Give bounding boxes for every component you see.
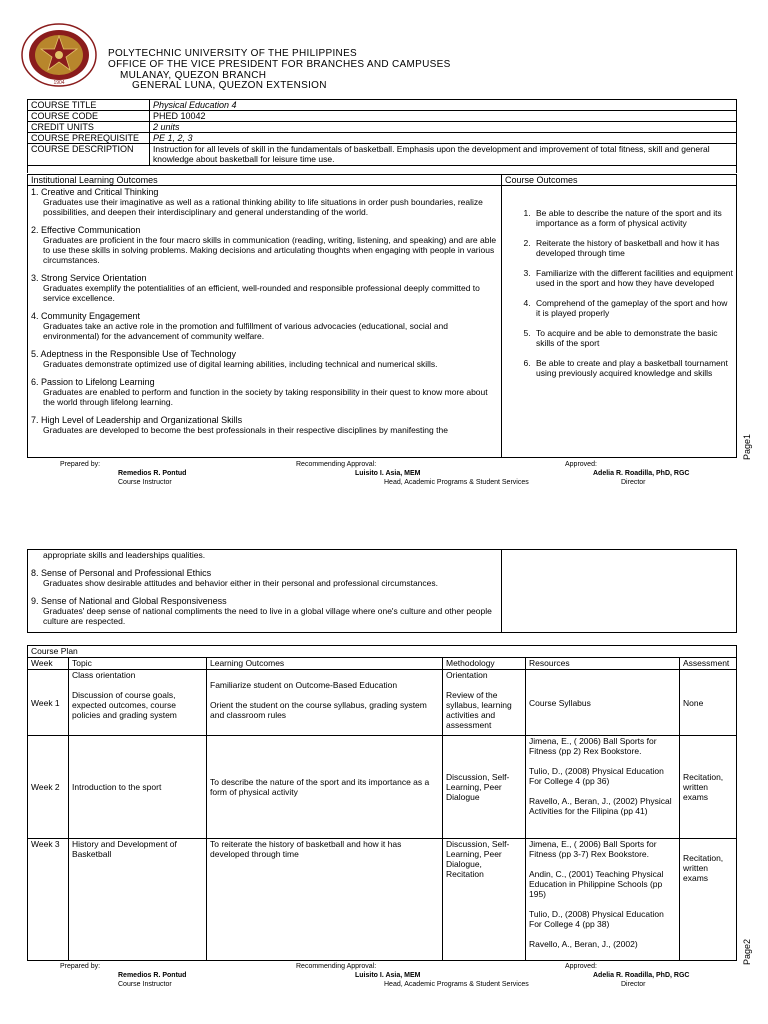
- week-cell: Week 2: [28, 736, 69, 839]
- col-header-week: Week: [28, 658, 69, 670]
- description-value: Instruction for all levels of skill in the fundamentals of basketball. Emphasis upon the development and improvement of total fitness, skill and general knowledge about basketball for leisure time use.: [150, 144, 737, 166]
- recommending-title: Head, Academic Programs & Student Services: [384, 479, 529, 486]
- col-header-assessment: Assessment: [680, 658, 737, 670]
- ilo-item: 6. Passion to Lifelong Learning Graduates are enabled to perform and function in the society by taking responsibility in their quest to know more about the world through lifelong learning.: [31, 377, 488, 407]
- prepared-by-title: Course Instructor: [118, 981, 172, 988]
- assessment-cell: Recitation, written exams: [680, 736, 737, 839]
- ilo-item: 2. Effective Communication Graduates are proficient in the four macro skills in communication (reading, writing, listening, and speaking) and are able to use these skills in solving problems. Making decisions and articulating thoughts when engaging with people in various circumstances.: [31, 225, 497, 265]
- outcomes-cell: To reiterate the history of basketball and how it has developed through time: [207, 839, 443, 961]
- empty-co-cell: [502, 550, 737, 633]
- prepared-by-name: Remedios R. Pontud: [118, 470, 187, 477]
- recommending-title: Head, Academic Programs & Student Services: [384, 981, 529, 988]
- branch-name: MULANAY, QUEZON BRANCH: [120, 70, 267, 81]
- course-outcome-item: 2. Reiterate the history of basketball and how it has developed through time: [533, 238, 733, 258]
- assessment-cell: None: [680, 670, 737, 736]
- prepared-by-name: Remedios R. Pontud: [118, 972, 187, 979]
- resources-cell: Jimena, E., ( 2006) Ball Sports for Fitness (pp 2) Rex Bookstore. Tulio, D., (2008) Physical Education For College 4 (pp 36) Ravello, A., Beran, J., (2002) Physical Activities for the Filipina (pp 41): [526, 736, 680, 839]
- seal-year: 1904: [53, 80, 65, 86]
- outcomes-cell: To describe the nature of the sport and its importance as a form of physical activity: [207, 736, 443, 839]
- week-cell: Week 1: [28, 670, 69, 736]
- course-plan-title: Course Plan: [28, 646, 737, 658]
- course-outcomes-list: [505, 208, 733, 378]
- description-row: [28, 144, 737, 166]
- approved-title: Director: [621, 479, 646, 486]
- course-title-row: [28, 100, 737, 111]
- course-outcome-item: 6. Be able to create and play a basketball tournament using previously acquired knowledge and skills: [533, 358, 733, 378]
- topic-cell: Class orientation Discussion of course goals, expected outcomes, course policies and grading system: [69, 670, 207, 736]
- ilo-item: appropriate skills and leaderships qualities.: [43, 550, 206, 560]
- ilo-item: 3. Strong Service Orientation Graduates exemplify the potentialities of an efficient, well-rounded and responsible professional deeply committed to service excellence.: [31, 273, 480, 303]
- table-row: [28, 736, 737, 839]
- course-outcome-item: 4. Comprehend of the gameplay of the sport and how it is played properly: [533, 298, 733, 318]
- course-outcome-item: 1. Be able to describe the nature of the sport and its importance as a form of physical activity: [533, 208, 733, 228]
- course-code-row: [28, 111, 737, 122]
- prerequisite-row: [28, 133, 737, 144]
- ilo-item: 9. Sense of National and Global Responsiveness Graduates' deep sense of national compliments the need to live in a global village where one's culture and other people culture are respected.: [31, 596, 492, 626]
- col-header-topic: Topic: [69, 658, 207, 670]
- page-number-2: Page2: [742, 938, 752, 965]
- recommending-label: Recommending Approval:: [296, 461, 377, 468]
- prerequisite-label: COURSE PREREQUISITE: [28, 133, 150, 144]
- col-header-resources: Resources: [526, 658, 680, 670]
- approved-label: Approved:: [565, 461, 597, 468]
- extension-name: GENERAL LUNA, QUEZON EXTENSION: [132, 80, 327, 91]
- ilo-item: 7. High Level of Leadership and Organizational Skills Graduates are developed to become the best professionals in their respective disciplines by manifesting the: [31, 415, 448, 435]
- ilo-header: Institutional Learning Outcomes: [28, 175, 502, 186]
- table-row: [28, 839, 737, 961]
- spacer-row: [28, 166, 737, 174]
- approved-name: Adelia R. Roadilla, PhD, RGC: [593, 972, 690, 979]
- resources-cell: Jimena, E., ( 2006) Ball Sports for Fitness (pp 3-7) Rex Bookstore. Andin, C., (2001) Teaching Physical Education in Philippine Schools (pp 195) Tulio, D., (2008) Physical Education For College 4 (pp 38) Ravello, A., Beran, J., (2002): [526, 839, 680, 961]
- course-code-value: PHED 10042: [150, 111, 737, 122]
- prepared-by-label: Prepared by:: [60, 963, 101, 970]
- university-seal-logo: [20, 22, 98, 88]
- prerequisite-value: PE 1, 2, 3: [150, 133, 737, 144]
- resources-cell: Course Syllabus: [526, 670, 680, 736]
- table-row: [28, 670, 737, 736]
- col-header-methodology: Methodology: [443, 658, 526, 670]
- prepared-by-title: Course Instructor: [118, 479, 172, 486]
- week-cell: Week 3: [28, 839, 69, 961]
- ilo-item: 4. Community Engagement Graduates take an active role in the promotion and fulfillment of various advocacies (educational, social and environmental) for the advancement of community welfare.: [31, 311, 448, 341]
- methodology-cell: Discussion, Self-Learning, Peer Dialogue: [443, 736, 526, 839]
- course-code-label: COURSE CODE: [28, 111, 150, 122]
- ilo-cont-cell: [28, 550, 502, 633]
- recommending-name: Luisito I. Asia, MEM: [355, 972, 421, 979]
- outcomes-cell: Familiarize student on Outcome-Based Education Orient the student on the course syllabus, grading system and classroom rules: [207, 670, 443, 736]
- credit-units-row: [28, 122, 737, 133]
- course-outcomes-cell: [502, 186, 737, 458]
- methodology-cell: Orientation Review of the syllabus, learning activities and assessment: [443, 670, 526, 736]
- course-plan-table: [27, 645, 737, 961]
- page-number-1: Page1: [742, 433, 752, 460]
- credit-units-value: 2 units: [150, 122, 737, 133]
- topic-cell: Introduction to the sport: [69, 736, 207, 839]
- approved-name: Adelia R. Roadilla, PhD, RGC: [593, 470, 690, 477]
- ilo-item: 8. Sense of Personal and Professional Ethics Graduates show desirable attitudes and behavior either in their personal and professional circumstances.: [31, 568, 439, 588]
- outcomes-table-continued: [27, 549, 737, 633]
- col-header-learning-outcomes: Learning Outcomes: [207, 658, 443, 670]
- ilo-item: 1. Creative and Critical Thinking Graduates use their imaginative as well as a rational thinking ability to life situations in order push boundaries, realize possibilities, and deepen their interdisciplinary and general understanding of the world.: [31, 187, 483, 217]
- topic-cell: History and Development of Basketball: [69, 839, 207, 961]
- outcomes-table: [27, 174, 737, 458]
- course-title-value: Physical Education 4: [150, 100, 737, 111]
- prepared-by-label: Prepared by:: [60, 461, 101, 468]
- credit-units-label: CREDIT UNITS: [28, 122, 150, 133]
- approved-label: Approved:: [565, 963, 597, 970]
- recommending-name: Luisito I. Asia, MEM: [355, 470, 421, 477]
- university-name: POLYTECHNIC UNIVERSITY OF THE PHILIPPINES: [108, 48, 358, 59]
- office-name: OFFICE OF THE VICE PRESIDENT FOR BRANCHES AND CAMPUSES: [108, 59, 451, 70]
- course-title-label: COURSE TITLE: [28, 100, 150, 111]
- ilo-cell: [28, 186, 502, 458]
- approved-title: Director: [621, 981, 646, 988]
- ilo-item: 5. Adeptness in the Responsible Use of Technology Graduates demonstrate optimized use of digital learning abilities, including technical and numerical skills.: [31, 349, 438, 369]
- co-header: Course Outcomes: [502, 175, 737, 186]
- course-info-table: [27, 99, 737, 173]
- recommending-label: Recommending Approval:: [296, 963, 377, 970]
- assessment-cell: Recitation, written exams: [680, 839, 737, 961]
- course-outcome-item: 3. Familiarize with the different facilities and equipment used in the sport and how they have developed: [533, 268, 733, 288]
- course-outcome-item: 5. To acquire and be able to demonstrate the basic skills of the sport: [533, 328, 733, 348]
- methodology-cell: Discussion, Self-Learning, Peer Dialogue, Recitation: [443, 839, 526, 961]
- description-label: COURSE DESCRIPTION: [28, 144, 150, 166]
